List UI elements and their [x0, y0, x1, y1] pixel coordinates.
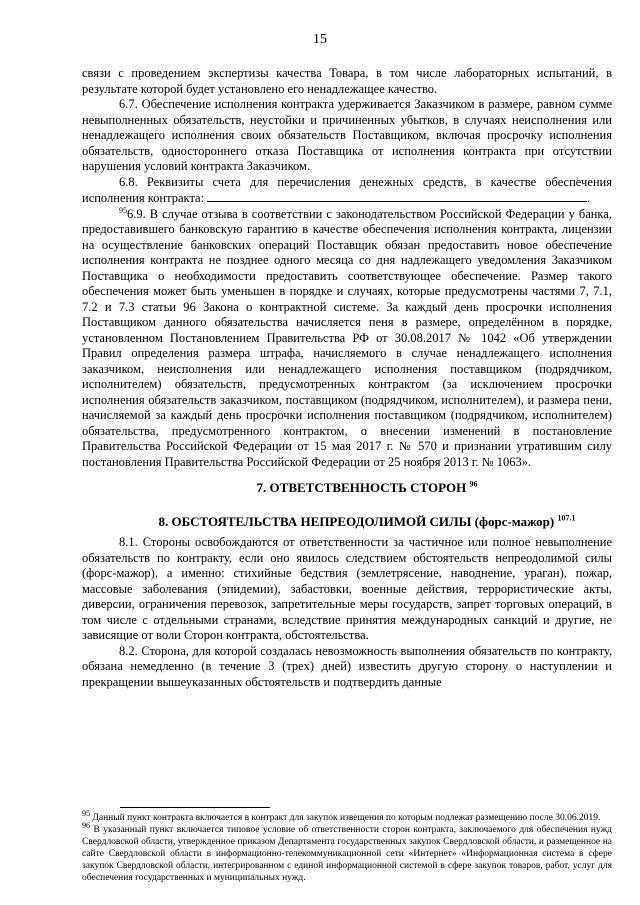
paragraph-6-7: 6.7. Обеспечение исполнения контракта удерживается Заказчиком в размере, равном сумме невыполненных обязательств, неустойки и причиненных убытков, в случаях неисполнения или ненадлежащего исполнения своих обязательств Поставщиком, включая просрочку исполнения обязательств, одностороннего отказа Поставщика от исполнения контракта при отсутствии нарушения условий контракта Заказчиком.	[82, 97, 612, 173]
footnote-96-text: В указанный пункт включается типовое условие об ответственности сторон контракта, заключаемого для обеспечения нужд Свердловской области, утвержденное приказом Департамента государственных закупок Свердловской области, и размещенное на сайте Свердловской области в информационно-телекоммуникационной сети «Интернет» «Информационная система в сфере закупок Свердловской области, интегрированном с единой информационной системой в сфере закупок товаров, работ, услуг для обеспечения государственных и муниципальных нужд.	[82, 825, 613, 883]
paragraph-6-8-text: 6.8. Реквизиты счета для перечисления денежных средств, в качестве обеспечения исполнения контракта:	[82, 174, 612, 205]
footnote-ref-95: 95	[119, 205, 127, 215]
footnote-95-text: Данный пункт контракта включается в контракт для закупок извещения по которым подлежат размещению после 30.06.2019.	[92, 813, 601, 823]
paragraph-8-1: 8.1. Стороны освобождаются от ответственности за частичное или полное невыполнение обязательств по контракту, если оно явилось следствием обстоятельств непреодолимой силы (форс-мажор), а именно: стихийные бедствия (землетрясение, наводнение, ураган), пожар, массовые заболевания (эпидемии), забастовки, военные действия, террористические акты, диверсии, ограничения перевозок, запретительные меры государств, запрет торговых операций, в том числе с отдельными странами, вследствие принятия международных санкций и другие, не зависящие от воли Сторон контракта, обстоятельства.	[82, 535, 612, 642]
footnote-95-number: 95	[82, 808, 90, 818]
section-8-heading	[122, 514, 612, 530]
paragraph-6-9	[82, 207, 612, 471]
footnote-95	[82, 808, 612, 824]
section-7-heading	[122, 480, 612, 496]
page-number: 15	[313, 32, 327, 47]
requisites-blank-line	[207, 190, 587, 202]
paragraph-6-9-text: 6.9. В случае отзыва в соответствии с законодательством Российской Федерации у банка, предоставившего банковскую гарантию в качестве обеспечения исполнения контракта, лицензии на осуществление банковских операций Поставщик обязан предоставить новое обеспечение исполнения контракта не позднее одного месяца со дня надлежащего уведомления Заказчиком Поставщика о необходимости предоставить соответствующее обеспечение. Размер такого обеспечения может быть уменьшен в порядке и случаях, которые предусмотрены частями 7, 7.1, 7.2 и 7.3 статьи 96 Закона о контрактной системе. За каждый день просрочки исполнения Поставщиком данного обязательства начисляется пеня в размере, определённом в порядке, установленном Постановлением Правительства РФ от 30.08.2017 № 1042 «Об утверждении Правил определения размера штрафа, начисляемого в случае ненадлежащего исполнения заказчиком, неисполнения или ненадлежащего исполнения поставщиком (подрядчиком, исполнителем) обязательств, предусмотренных контрактом (за исключением просрочки исполнения обязательств заказчиком, поставщиком (подрядчиком, исполнителем), и размера пени, начисляемой за каждый день просрочки исполнения поставщиком (подрядчиком, исполнителем) обязательства, предусмотренного контрактом, о внесении изменений в постановление Правительства Российской Федерации от 15 мая 2017 г. № 570 и признании утратившим силу постановления Правительства Российской Федерации от 25 ноября 2013 г. № 1063».	[82, 206, 612, 469]
footnote-ref-96: 96	[469, 479, 478, 489]
document-body	[82, 66, 612, 690]
paragraph-continuation: связи с проведением экспертизы качества Товара, в том числе лабораторных испытаний, в результате которой будет установлено его ненадлежащее качество.	[82, 66, 612, 96]
paragraph-6-8-end: .	[587, 191, 591, 205]
paragraph-8-2: 8.2. Сторона, для которой создалась невозможность выполнения обязательств по контракту, обязана немедленно (в течение 3 (трех) дней) известить другую сторону о наступлении и прекращении вышеуказанных обстоятельств и подтвердить данные	[82, 643, 612, 689]
footnote-separator	[120, 807, 270, 808]
section-7-title: 7. ОТВЕТСТВЕННОСТЬ СТОРОН	[256, 480, 467, 495]
footnote-96-number: 96	[82, 820, 90, 830]
footnote-ref-107-1: 107.1	[557, 513, 576, 523]
footnote-96	[82, 820, 613, 884]
paragraph-6-8	[82, 175, 612, 207]
footnotes	[82, 808, 613, 884]
section-8-title: 8. ОБСТОЯТЕЛЬСТВА НЕПРЕОДОЛИМОЙ СИЛЫ (форс-мажор)	[158, 513, 555, 529]
